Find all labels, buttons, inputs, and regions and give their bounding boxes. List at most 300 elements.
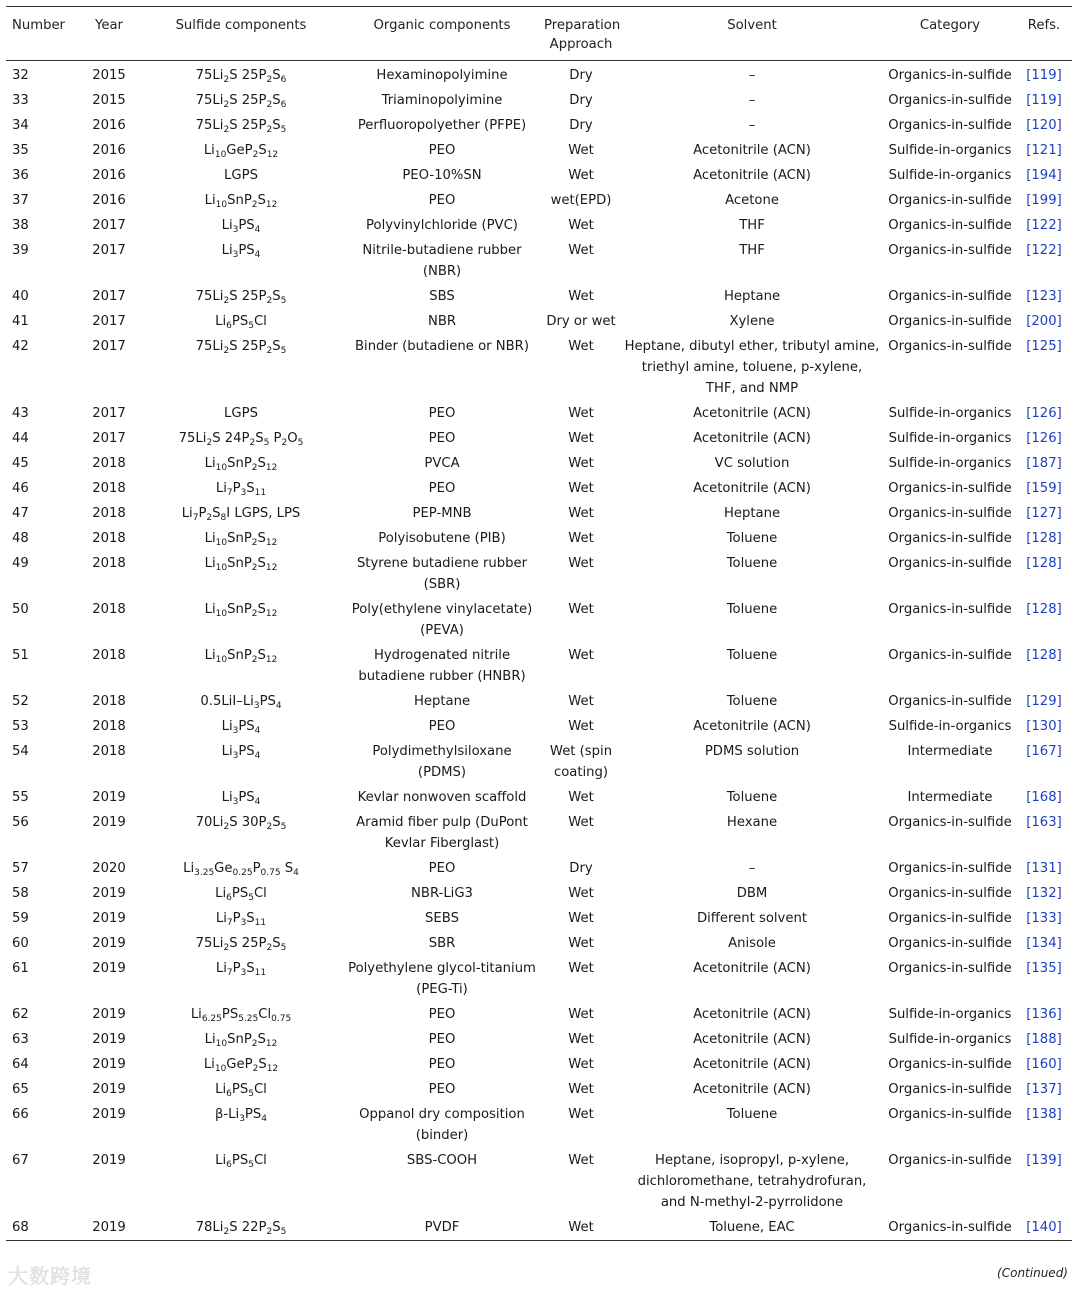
cell-sulfide: $Li_{10}SnP_2S_{12}$: [204, 456, 278, 473]
cell-preparation: Wet: [568, 289, 594, 304]
cell-ref-link[interactable]: [134]: [1026, 936, 1062, 951]
cell-organic: NBR-LiG3: [411, 886, 473, 901]
cell-ref-link[interactable]: [167]: [1026, 744, 1062, 759]
cell-preparation: wet(EPD): [550, 193, 612, 208]
cell-year: 2018: [92, 531, 126, 546]
cell-preparation: Wet: [568, 456, 594, 471]
cell-year: 2018: [92, 481, 126, 496]
cell-ref-link[interactable]: [128]: [1026, 531, 1062, 546]
cell-preparation: Wet: [568, 406, 594, 421]
cell-sulfide: $Li_7P_3S_{11}$: [215, 961, 267, 978]
cell-solvent: Acetonitrile (ACN): [693, 168, 811, 183]
cell-sulfide: $\beta-Li_3PS_4$: [215, 1107, 267, 1124]
cell-organic: Poly(ethylene vinylacetate) (PEVA): [351, 602, 533, 638]
cell-category: Organics-in-sulfide: [888, 339, 1012, 354]
cell-solvent: –: [748, 68, 756, 83]
cell-preparation: Dry or wet: [546, 314, 616, 329]
cell-organic: PEO: [428, 193, 456, 208]
cell-category: Sulfide-in-organics: [888, 168, 1012, 183]
table-row: [6, 478, 1072, 503]
table-row: [6, 115, 1072, 140]
cell-category: Organics-in-sulfide: [888, 218, 1012, 233]
table-row: [6, 453, 1072, 478]
cell-sulfide: $Li_7P_3S_{11}$: [215, 911, 267, 928]
cell-year: 2017: [92, 406, 126, 421]
cell-organic: Styrene butadiene rubber (SBR): [356, 556, 528, 592]
table-row: [6, 599, 1072, 645]
table-row: [6, 908, 1072, 933]
cell-number: 57: [12, 861, 29, 876]
cell-number: 68: [6, 1217, 78, 1241]
cell-ref-link[interactable]: [188]: [1026, 1032, 1062, 1047]
header-number: Number: [6, 7, 78, 61]
cell-solvent: –: [748, 118, 756, 133]
cell-category: Organics-in-sulfide: [888, 694, 1012, 709]
cell-sulfide: $Li_{10}SnP_2S_{12}$: [204, 193, 278, 210]
cell-number: 43: [12, 406, 29, 421]
cell-number: 49: [12, 556, 29, 571]
table-row: [6, 311, 1072, 336]
cell-year: 2016: [92, 193, 126, 208]
cell-solvent: Acetonitrile (ACN): [693, 1057, 811, 1072]
cell-sulfide: $75Li_2S$ $25P_2S_6$: [195, 93, 287, 110]
cell-number: 62: [12, 1007, 29, 1022]
cell-sulfide: $Li_{10}SnP_2S_{12}$: [204, 602, 278, 619]
cell-sulfide: $75Li_2S$ $25P_2S_5$: [195, 289, 287, 306]
cell-category: Organics-in-sulfide: [888, 1082, 1012, 1097]
cell-number: 39: [12, 243, 29, 258]
cell-organic: SEBS: [425, 911, 459, 926]
cell-ref-link[interactable]: [133]: [1026, 911, 1062, 926]
cell-organic: SBS: [429, 289, 455, 304]
cell-sulfide: $75Li_2S$ $25P_2S_5$: [195, 936, 287, 953]
cell-number: 32: [12, 68, 29, 83]
header-category: Category: [884, 7, 1016, 61]
cell-category: Organics-in-sulfide: [888, 815, 1012, 830]
cell-preparation: Wet: [568, 531, 594, 546]
table-row: [6, 90, 1072, 115]
cell-preparation: Wet: [568, 431, 594, 446]
cell-solvent: Acetonitrile (ACN): [693, 143, 811, 158]
cell-year: 2017: [92, 218, 126, 233]
cell-solvent: Different solvent: [696, 911, 808, 926]
cell-sulfide: $Li_{6.25}PS_{5.25}Cl_{0.75}$: [190, 1007, 292, 1024]
cell-number: 54: [12, 744, 29, 759]
cell-ref-link[interactable]: [126]: [1026, 406, 1062, 421]
cell-organic: Hydrogenated nitrile butadiene rubber (HNBR): [358, 648, 526, 684]
cell-year: 2019: [92, 1107, 126, 1122]
cell-preparation: Wet: [568, 506, 594, 521]
cell-number: 41: [12, 314, 29, 329]
cell-year: 2019: [92, 1007, 126, 1022]
cell-number: 53: [12, 719, 29, 734]
cell-number: 33: [12, 93, 29, 108]
cell-number: 47: [12, 506, 29, 521]
cell-solvent: Toluene: [726, 602, 778, 617]
table-row: [6, 933, 1072, 958]
cell-year: 2018: [92, 648, 126, 663]
cell-ref-link[interactable]: [168]: [1026, 790, 1062, 805]
cell-number: 58: [12, 886, 29, 901]
cell-ref-link[interactable]: [200]: [1026, 314, 1062, 329]
cell-solvent: Hexane: [726, 815, 778, 830]
cell-preparation: Wet: [568, 790, 594, 805]
cell-preparation: Wet: [568, 936, 594, 951]
cell-number: 42: [12, 339, 29, 354]
cell-category: Sulfide-in-organics: [888, 1007, 1012, 1022]
cell-sulfide: LGPS: [224, 168, 258, 183]
cell-solvent: Toluene: [726, 531, 778, 546]
table-row: [6, 1150, 1072, 1217]
cell-solvent: Toluene: [726, 1107, 778, 1122]
cell-preparation: Wet: [568, 694, 594, 709]
cell-year: 2015: [92, 68, 126, 83]
cell-year: 2018: [92, 556, 126, 571]
cell-ref-link[interactable]: [132]: [1026, 886, 1062, 901]
cell-organic: Oppanol dry composition (binder): [359, 1107, 525, 1143]
cell-category: Organics-in-sulfide: [888, 648, 1012, 663]
cell-solvent: Toluene: [726, 694, 778, 709]
cell-sulfide: $Li_{10}GeP_2S_{12}$: [203, 143, 279, 160]
cell-preparation: Wet: [568, 556, 594, 571]
cell-category: Organics-in-sulfide: [888, 93, 1012, 108]
cell-ref-link[interactable]: [128]: [1026, 556, 1062, 571]
cell-organic: Polydimethylsiloxane (PDMS): [372, 744, 512, 780]
cell-sulfide: $75Li_2S$ $25P_2S_6$: [195, 68, 287, 85]
cell-category: Organics-in-sulfide: [888, 68, 1012, 83]
cell-preparation: Dry: [569, 861, 593, 876]
cell-ref-link[interactable]: [140]: [1016, 1217, 1072, 1241]
cell-sulfide: $Li_3PS_4$: [221, 719, 261, 736]
table-row: [6, 215, 1072, 240]
cell-preparation: Wet: [568, 1082, 594, 1097]
cell-organic: Binder (butadiene or NBR): [354, 339, 529, 354]
cell-category: Organics-in-sulfide: [888, 1107, 1012, 1122]
cell-ref-link[interactable]: [130]: [1026, 719, 1062, 734]
header-refs: Refs.: [1016, 7, 1072, 61]
cell-ref-link[interactable]: [139]: [1026, 1153, 1062, 1168]
cell-sulfide: $Li_7P_3S_{11}$: [215, 481, 267, 498]
header-year: Year: [78, 7, 140, 61]
cell-solvent: Acetonitrile (ACN): [693, 1032, 811, 1047]
cell-ref-link[interactable]: [194]: [1026, 168, 1062, 183]
cell-number: 59: [12, 911, 29, 926]
cell-category: Sulfide-in-organics: [888, 143, 1012, 158]
cell-preparation: Wet: [568, 886, 594, 901]
cell-solvent: PDMS solution: [704, 744, 800, 759]
cell-number: 50: [12, 602, 29, 617]
sulfide-organic-composites-table: [6, 6, 1072, 1241]
table-row: [6, 1079, 1072, 1104]
table-row: [6, 140, 1072, 165]
cell-sulfide: $Li_6PS_5Cl$: [215, 1153, 267, 1170]
cell-category: Organics-in-sulfide: [888, 961, 1012, 976]
table-row: [6, 190, 1072, 215]
table-row: [6, 858, 1072, 883]
cell-sulfide: $Li_3PS_4$: [221, 744, 261, 761]
cell-ref-link[interactable]: [187]: [1026, 456, 1062, 471]
cell-number: 63: [12, 1032, 29, 1047]
cell-ref-link[interactable]: [129]: [1026, 694, 1062, 709]
cell-solvent: DBM: [736, 886, 768, 901]
cell-number: 67: [12, 1153, 29, 1168]
cell-number: 60: [12, 936, 29, 951]
cell-organic: Polyvinylchloride (PVC): [366, 218, 518, 233]
cell-ref-link[interactable]: [127]: [1026, 506, 1062, 521]
cell-sulfide: $Li_3PS_4$: [221, 790, 261, 807]
cell-year: 2019: [92, 1082, 126, 1097]
cell-preparation: Dry: [569, 93, 593, 108]
cell-solvent: Xylene: [729, 314, 775, 329]
cell-organic: Aramid fiber pulp (DuPont Kevlar Fiberglast): [356, 815, 528, 851]
header-organic: Organic components: [342, 7, 542, 61]
cell-number: 40: [12, 289, 29, 304]
cell-number: 38: [12, 218, 29, 233]
cell-solvent: Heptane: [723, 289, 781, 304]
cell-ref-link[interactable]: [121]: [1026, 143, 1062, 158]
cell-number: 61: [12, 961, 29, 976]
table-row: [6, 286, 1072, 311]
cell-organic: NBR: [427, 314, 457, 329]
cell-sulfide: $Li_{10}SnP_2S_{12}$: [204, 648, 278, 665]
table-row: [6, 528, 1072, 553]
cell-sulfide: $Li_3PS_4$: [221, 243, 261, 260]
cell-solvent: VC solution: [714, 456, 790, 471]
cell-ref-link[interactable]: [122]: [1026, 218, 1062, 233]
cell-category: Organics-in-sulfide: [888, 1057, 1012, 1072]
cell-category: Sulfide-in-organics: [888, 719, 1012, 734]
cell-year: 2019: [92, 1153, 126, 1168]
cell-solvent: Toluene, EAC: [620, 1217, 884, 1241]
cell-sulfide: $Li_6PS_5Cl$: [215, 1082, 267, 1099]
table-row: [6, 240, 1072, 286]
cell-category: Organics-in-sulfide: [888, 531, 1012, 546]
cell-number: 65: [12, 1082, 29, 1097]
cell-category: Sulfide-in-organics: [888, 1032, 1012, 1047]
cell-year: 2015: [92, 93, 126, 108]
cell-year: 2017: [92, 339, 126, 354]
cell-sulfide: $Li_{10}SnP_2S_{12}$: [204, 1032, 278, 1049]
cell-category: Organics-in-sulfide: [888, 1153, 1012, 1168]
cell-category: Organics-in-sulfide: [888, 193, 1012, 208]
cell-number: 36: [12, 168, 29, 183]
cell-organic: PEO: [428, 861, 456, 876]
cell-year: 2019: [92, 790, 126, 805]
cell-solvent: Toluene: [726, 790, 778, 805]
cell-solvent: Acetonitrile (ACN): [693, 431, 811, 446]
cell-organic: PEO: [428, 406, 456, 421]
cell-category: Organics-in-sulfide: [888, 506, 1012, 521]
cell-number: 45: [12, 456, 29, 471]
cell-organic: PEO: [428, 719, 456, 734]
cell-year: 2016: [92, 143, 126, 158]
cell-sulfide: $Li_{3.25}Ge_{0.25}P_{0.75}$ $S_4$: [183, 861, 299, 878]
table-row: [6, 553, 1072, 599]
cell-year: 2019: [92, 911, 126, 926]
cell-ref-link[interactable]: [123]: [1026, 289, 1062, 304]
header-row: [6, 7, 1072, 61]
table-row: [6, 716, 1072, 741]
cell-ref-link[interactable]: [128]: [1026, 602, 1062, 617]
cell-year: 2016: [92, 168, 126, 183]
cell-organic: PEO: [428, 481, 456, 496]
cell-year: 2017: [92, 314, 126, 329]
cell-number: 37: [12, 193, 29, 208]
cell-year: 2018: [92, 694, 126, 709]
cell-organic: PEO: [428, 431, 456, 446]
cell-category: Organics-in-sulfide: [888, 243, 1012, 258]
cell-ref-link[interactable]: [136]: [1026, 1007, 1062, 1022]
data-table-container: [6, 6, 1072, 1241]
table-row: [6, 741, 1072, 787]
cell-organic: SBS-COOH: [406, 1153, 478, 1168]
cell-sulfide: $Li_3PS_4$: [221, 218, 261, 235]
table-row: [6, 1104, 1072, 1150]
table-row: [6, 503, 1072, 528]
table-row: [6, 958, 1072, 1004]
cell-preparation: Wet (spin coating): [549, 744, 613, 780]
table-row: [6, 336, 1072, 403]
cell-number: 52: [12, 694, 29, 709]
cell-category: Organics-in-sulfide: [888, 911, 1012, 926]
cell-sulfide: $75Li_2S$ $24P_2S_5$ $P_2O_5$: [178, 431, 304, 448]
cell-number: 56: [12, 815, 29, 830]
cell-ref-link[interactable]: [138]: [1026, 1107, 1062, 1122]
cell-sulfide: $75Li_2S$ $25P_2S_5$: [195, 118, 287, 135]
cell-solvent: THF: [739, 218, 765, 233]
cell-year: 2019: [92, 936, 126, 951]
table-row: [6, 883, 1072, 908]
cell-organic: Nitrile-butadiene rubber (NBR): [362, 243, 522, 279]
cell-category: Organics-in-sulfide: [888, 118, 1012, 133]
cell-solvent: Anisole: [728, 936, 776, 951]
cell-sulfide: $Li_6PS_5Cl$: [215, 886, 267, 903]
cell-organic: Polyethylene glycol-titanium (PEG-Ti): [348, 961, 536, 997]
cell-year: 2020: [92, 861, 126, 876]
cell-preparation: Dry: [569, 118, 593, 133]
cell-solvent: Heptane, dibutyl ether, tributyl amine, triethyl amine, toluene, p-xylene, THF, and NMP: [624, 339, 880, 396]
table-row: [6, 812, 1072, 858]
cell-preparation: Wet: [568, 168, 594, 183]
cell-preparation: Wet: [568, 1107, 594, 1122]
cell-ref-link[interactable]: [163]: [1026, 815, 1062, 830]
table-row: [6, 787, 1072, 812]
cell-sulfide: $Li_{10}GeP_2S_{12}$: [203, 1057, 279, 1074]
table-row: [6, 1217, 1072, 1241]
cell-preparation: Wet: [568, 961, 594, 976]
cell-category: Organics-in-sulfide: [888, 314, 1012, 329]
cell-category: Organics-in-sulfide: [888, 886, 1012, 901]
cell-ref-link[interactable]: [131]: [1026, 861, 1062, 876]
cell-year: 2018: [92, 744, 126, 759]
cell-category: Organics-in-sulfide: [884, 1217, 1016, 1241]
cell-category: Organics-in-sulfide: [888, 861, 1012, 876]
cell-preparation: Wet: [568, 481, 594, 496]
cell-year: 2017: [92, 431, 126, 446]
cell-year: 2019: [92, 886, 126, 901]
cell-solvent: –: [748, 93, 756, 108]
cell-number: 48: [12, 531, 29, 546]
watermark-logo: 大数跨境: [8, 1264, 92, 1288]
cell-ref-link[interactable]: [160]: [1026, 1057, 1062, 1072]
cell-ref-link[interactable]: [135]: [1026, 961, 1062, 976]
cell-ref-link[interactable]: [120]: [1026, 118, 1062, 133]
cell-number: 66: [12, 1107, 29, 1122]
cell-sulfide: LGPS: [224, 406, 258, 421]
cell-sulfide: $Li_7P_2S_8I$ LGPS, LPS: [181, 506, 301, 523]
cell-ref-link[interactable]: [122]: [1026, 243, 1062, 258]
cell-category: Organics-in-sulfide: [888, 602, 1012, 617]
cell-ref-link[interactable]: [125]: [1026, 339, 1062, 354]
cell-solvent: Acetone: [725, 193, 779, 208]
cell-ref-link[interactable]: [128]: [1026, 648, 1062, 663]
cell-organic: PEO-10%SN: [402, 168, 482, 183]
table-row: [6, 645, 1072, 691]
table-row: [6, 403, 1072, 428]
cell-sulfide: $70Li_2S$ $30P_2S_5$: [195, 815, 287, 832]
continued-note: (Continued): [997, 1266, 1068, 1280]
cell-year: 2019: [78, 1217, 140, 1241]
cell-ref-link[interactable]: [126]: [1026, 431, 1062, 446]
cell-sulfide: $0.5LiI-Li_3PS_4$: [200, 694, 282, 711]
cell-solvent: Toluene: [726, 556, 778, 571]
cell-number: 51: [12, 648, 29, 663]
cell-ref-link[interactable]: [119]: [1026, 68, 1062, 83]
cell-organic: PEO: [428, 1032, 456, 1047]
cell-preparation: Wet: [542, 1217, 620, 1241]
cell-organic: SBR: [428, 936, 456, 951]
cell-preparation: Wet: [568, 1057, 594, 1072]
cell-solvent: –: [748, 861, 756, 876]
cell-number: 64: [12, 1057, 29, 1072]
cell-preparation: Wet: [568, 243, 594, 258]
cell-preparation: Wet: [568, 1007, 594, 1022]
cell-organic: PEO: [428, 1007, 456, 1022]
cell-solvent: Heptane, isopropyl, p-xylene, dichloromethane, tetrahydrofuran, and N-methyl-2-pyrrolidone: [637, 1153, 867, 1210]
cell-category: Sulfide-in-organics: [888, 431, 1012, 446]
cell-solvent: Acetonitrile (ACN): [693, 719, 811, 734]
cell-ref-link[interactable]: [119]: [1026, 93, 1062, 108]
cell-number: 35: [12, 143, 29, 158]
cell-ref-link[interactable]: [199]: [1026, 193, 1062, 208]
cell-category: Sulfide-in-organics: [888, 406, 1012, 421]
cell-preparation: Wet: [568, 815, 594, 830]
cell-solvent: Acetonitrile (ACN): [693, 481, 811, 496]
cell-ref-link[interactable]: [159]: [1026, 481, 1062, 496]
cell-year: 2017: [92, 243, 126, 258]
cell-ref-link[interactable]: [137]: [1026, 1082, 1062, 1097]
header-preparation: Preparation Approach: [542, 7, 620, 61]
cell-preparation: Wet: [568, 143, 594, 158]
cell-solvent: Toluene: [726, 648, 778, 663]
cell-sulfide: $Li_6PS_5Cl$: [215, 314, 267, 331]
cell-preparation: Wet: [568, 1032, 594, 1047]
cell-sulfide: $75Li_2S$ $25P_2S_5$: [195, 339, 287, 356]
cell-year: 2018: [92, 506, 126, 521]
cell-preparation: Wet: [568, 911, 594, 926]
cell-solvent: Acetonitrile (ACN): [693, 406, 811, 421]
cell-solvent: THF: [739, 243, 765, 258]
cell-category: Intermediate: [907, 744, 993, 759]
cell-number: 55: [12, 790, 29, 805]
cell-year: 2019: [92, 1057, 126, 1072]
cell-organic: Perfluoropolyether (PFPE): [357, 118, 527, 133]
table-row: [6, 1054, 1072, 1079]
cell-category: Organics-in-sulfide: [888, 289, 1012, 304]
cell-organic: Hexaminopolyimine: [376, 68, 508, 83]
cell-organic: Triaminopolyimine: [381, 93, 503, 108]
table-row: [6, 691, 1072, 716]
